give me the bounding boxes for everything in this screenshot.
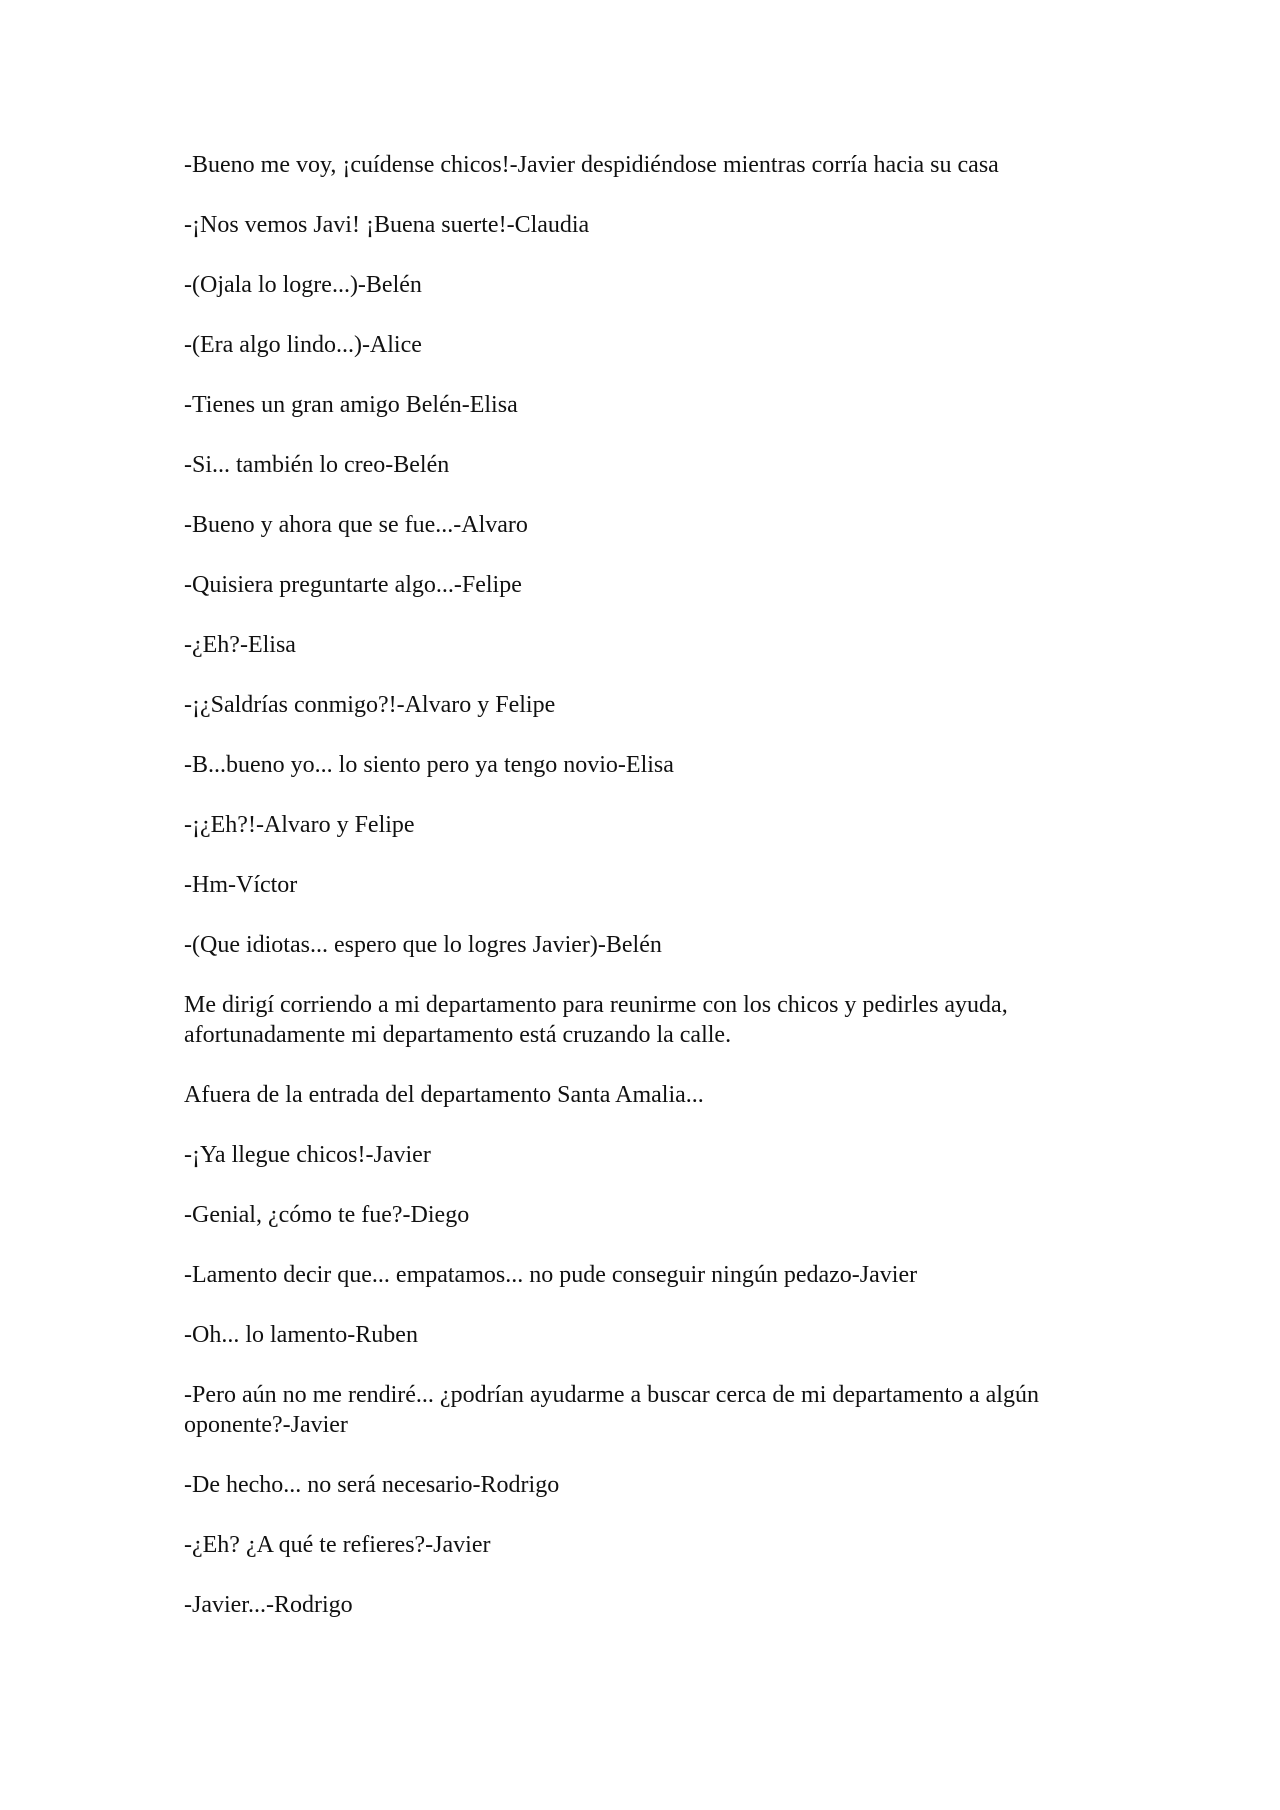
paragraph: -(Era algo lindo...)-Alice [184,332,422,358]
paragraph: -¿Eh? ¿A qué te refieres?-Javier [184,1532,491,1558]
paragraph: -Oh... lo lamento-Ruben [184,1322,418,1348]
paragraph: -¡Ya llegue chicos!-Javier [184,1142,431,1168]
paragraph: -¡¿Saldrías conmigo?!-Alvaro y Felipe [184,692,556,718]
paragraph: -Quisiera preguntarte algo...-Felipe [184,572,522,598]
paragraph: -¡Nos vemos Javi! ¡Buena suerte!-Claudia [184,212,590,238]
paragraph: -(Que idiotas... espero que lo logres Javier)-Belén [184,932,662,958]
paragraph: -Genial, ¿cómo te fue?-Diego [184,1202,470,1228]
paragraph: -Hm-Víctor [184,872,298,898]
paragraph: -Bueno me voy, ¡cuídense chicos!-Javier despidiéndose mientras corría hacia su casa [184,152,999,178]
paragraph: -Tienes un gran amigo Belén-Elisa [184,392,518,418]
paragraph: -Pero aún no me rendiré... ¿podrían ayudarme a buscar cerca de mi departamento a algún oponente?-Javier [184,1382,1039,1438]
paragraph: -Lamento decir que... empatamos... no pude conseguir ningún pedazo-Javier [184,1262,918,1288]
paragraph: -De hecho... no será necesario-Rodrigo [184,1472,560,1498]
paragraph: -¿Eh?-Elisa [184,632,296,658]
paragraph: Afuera de la entrada del departamento Santa Amalia... [184,1082,704,1108]
paragraph: Me dirigí corriendo a mi departamento para reunirme con los chicos y pedirles ayuda, afortunadamente mi departamento está cruzando la calle. [184,992,1008,1048]
paragraph: -(Ojala lo logre...)-Belén [184,272,422,298]
paragraph: -¡¿Eh?!-Alvaro y Felipe [184,812,415,838]
paragraph: -Javier...-Rodrigo [184,1592,353,1618]
paragraph: -Si... también lo creo-Belén [184,452,450,478]
document-body [184,150,1084,1650]
paragraph: -Bueno y ahora que se fue...-Alvaro [184,512,528,538]
paragraph: -B...bueno yo... lo siento pero ya tengo novio-Elisa [184,752,674,778]
